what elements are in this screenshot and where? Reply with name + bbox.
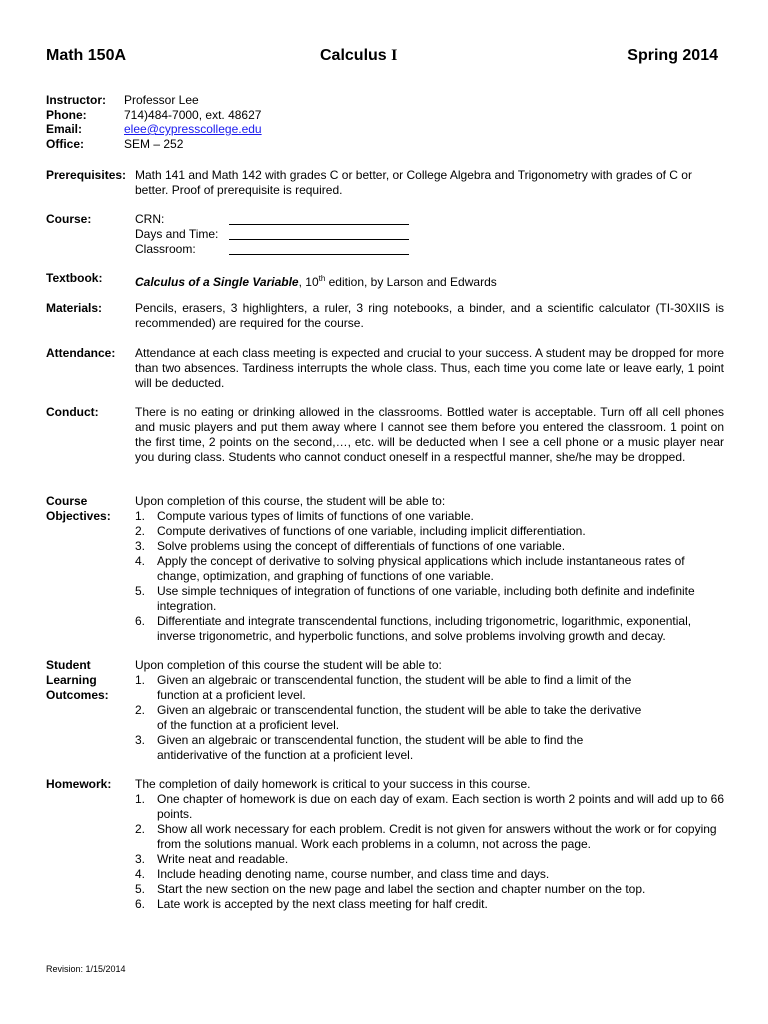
list-item: 3. Write neat and readable. [135, 852, 289, 866]
objectives-body [135, 494, 724, 644]
list-item: 4. Apply the concept of derivative to solving physical applications which include instantaneous rates of change, optimization, and graphing of functions of one variable. [135, 554, 685, 583]
materials-label: Materials: [46, 301, 103, 315]
office-row: Office: SEM – 252 [46, 136, 184, 151]
days-blank [229, 227, 409, 240]
conduct-section [46, 405, 724, 483]
textbook-title: Calculus of a Single Variable [135, 275, 299, 289]
homework-list [135, 792, 724, 912]
homework-intro: The completion of daily homework is critical to your success in this course. [135, 777, 531, 791]
attendance-section [46, 346, 724, 394]
textbook-text: Calculus of a Single Variable, 10th edition, by Larson and Edwards [135, 274, 497, 289]
classroom-blank [229, 242, 409, 255]
objectives-intro: Upon completion of this course, the student will be able to: [135, 494, 446, 508]
term: Spring 2014 [627, 47, 718, 64]
email-row: Email: elee@cypresscollege.edu [46, 122, 262, 136]
outcomes-body [135, 658, 654, 763]
objectives-label: Course Objectives: [46, 494, 111, 523]
attendance-text: Attendance at each class meeting is expected and crucial to your success. A student may be dropped for more than two absences. Tardiness interrupts the whole class. Thus, each time you come late or leave early, 1 point will be deducted. [135, 346, 724, 390]
homework-section [46, 777, 724, 913]
list-item: 2. Compute derivatives of functions of one variable, including implicit differentiation. [135, 524, 586, 538]
prerequisites-section [46, 168, 724, 200]
list-item: 1. One chapter of homework is due on each day of exam. Each section is worth 2 points and will add up to 66 points. [135, 792, 724, 821]
phone-number: 714)484-7000, ext. 48627 [124, 107, 262, 122]
instructor-info [46, 93, 262, 151]
outcomes-section [46, 658, 724, 764]
classroom-row: Classroom: [135, 242, 724, 257]
homework-body [135, 777, 724, 912]
list-item: 5. Use simple techniques of integration of functions of one variable, including both definite and indefinite integration. [135, 584, 695, 613]
list-item: 1. Given an algebraic or transcendental function, the student will be able to find a limit of the function at a proficient level. [135, 673, 632, 702]
course-label: Course: [46, 212, 92, 226]
crn-blank [229, 212, 409, 225]
materials-text: Pencils, erasers, 3 highlighters, a ruler, 3 ring notebooks, a binder, and a scientific calculator (TI-30XIIS is recommended) are required for the course. [135, 301, 724, 330]
objectives-list [135, 509, 724, 644]
objectives-section [46, 494, 724, 644]
course-title: Calculus I [320, 47, 398, 64]
conduct-text: There is no eating or drinking allowed in the classrooms. Bottled water is acceptable. Turn off all cell phones and music players and put them away where I cannot see them before you entered the classroom. 1 point on the first time, 2 points on the second,…, etc. will be deducted when I see a cell phone or a music player near you during class. Students who cannot conduct oneself in a respectful manner, she/he may be dropped. [135, 405, 724, 464]
list-item: 1. Compute various types of limits of functions of one variable. [135, 509, 474, 523]
list-item: 4. Include heading denoting name, course number, and class time and days. [135, 867, 550, 881]
conduct-label: Conduct: [46, 405, 99, 419]
materials-section [46, 301, 724, 333]
days-row: Days and Time: [135, 227, 724, 242]
list-item: 3. Solve problems using the concept of differentials of functions of one variable. [135, 539, 566, 553]
outcomes-intro: Upon completion of this course the student will be able to: [135, 658, 442, 672]
textbook-section [46, 271, 724, 287]
outcomes-list [135, 673, 654, 763]
office-location: SEM – 252 [124, 136, 184, 151]
list-item: 6. Differentiate and integrate transcendental functions, including trigonometric, logarithmic, exponential, inverse trigonometric, and hyperbolic functions, and solve problems involving growth and decay. [135, 614, 692, 643]
instructor-row: Instructor: Professor Lee [46, 93, 199, 107]
list-item: 2. Show all work necessary for each problem. Credit is not given for answers without the work or for copying from the solutions manual. Work each problems in a column, not across the page. [135, 822, 717, 851]
prerequisites-label: Prerequisites: [46, 168, 127, 182]
course-section [46, 212, 724, 258]
course-code: Math 150A [46, 47, 127, 64]
course-fields [135, 212, 724, 257]
list-item: 6. Late work is accepted by the next class meeting for half credit. [135, 897, 488, 911]
homework-label: Homework: [46, 777, 112, 791]
attendance-label: Attendance: [46, 346, 116, 360]
list-item: 2. Given an algebraic or transcendental function, the student will be able to take the derivative of the function at a proficient level. [135, 703, 642, 732]
phone-row: Phone: 714)484-7000, ext. 48627 [46, 107, 262, 122]
outcomes-label: Student Learning Outcomes: [46, 658, 109, 702]
prerequisites-text: Math 141 and Math 142 with grades C or better, or College Algebra and Trigonometry with grades of C or better. Proof of prerequisite is required. [135, 168, 692, 197]
revision-footer: Revision: 1/15/2014 [46, 964, 126, 974]
email-link[interactable]: elee@cypresscollege.edu [124, 122, 262, 136]
list-item: 5. Start the new section on the new page and label the section and chapter number on the top. [135, 882, 646, 896]
instructor-name: Professor Lee [124, 93, 199, 107]
document-header [46, 47, 718, 69]
list-item: 3. Given an algebraic or transcendental function, the student will be able to find the antiderivative of the function at a proficient level. [135, 733, 584, 762]
textbook-label: Textbook: [46, 271, 103, 285]
crn-row: CRN: [135, 212, 724, 227]
